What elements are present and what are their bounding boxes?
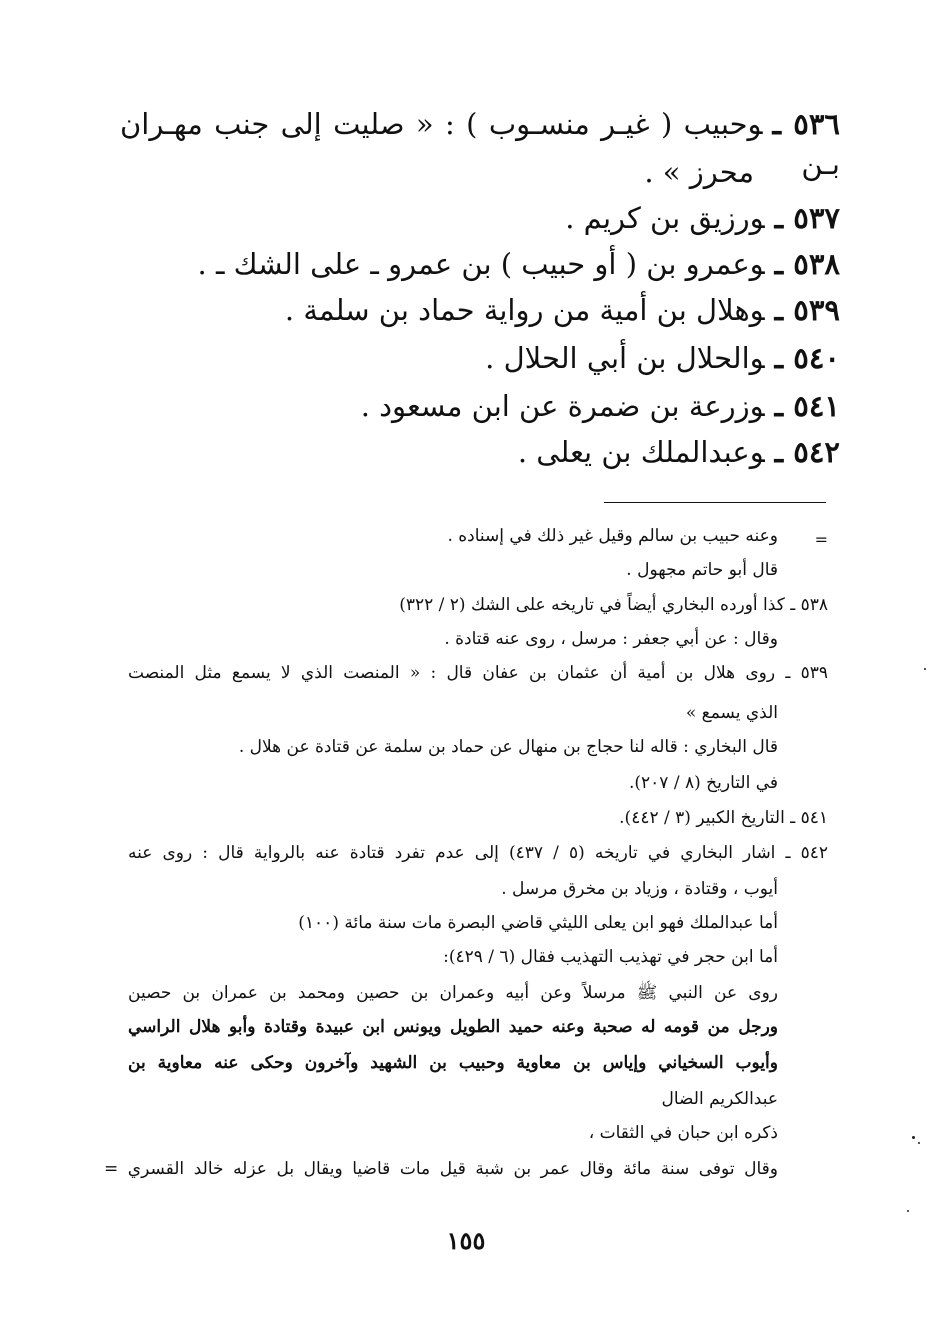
footnote-541: ٥٤١ ـ التاريخ الكبير (٣ / ٤٤٢). [619,808,828,828]
scan-speck [912,1136,915,1139]
entry-text: وزرعة بن ضمرة عن ابن مسعود . [360,389,765,423]
page-number: ١٥٥ [446,1226,486,1255]
entry-537 [565,198,840,238]
footnote-line: روى عن النبي ﷺ مرسلاً وعن أبيه وعمران بن حصين ومحمد بن عمران بن حصين [128,983,778,1003]
entry-number: ٥٤١ ـ [774,389,840,423]
footnote-line: ذكره ابن حبان في الثقات ، [588,1123,778,1143]
entry-number: ٥٣٦ ـ [772,107,840,141]
footnote-line: أما ابن حجر في تهذيب التهذيب فقال (٦ / ٤٢٩): [443,947,778,967]
entry-text: وعبدالملك بن يعلى . [517,435,765,469]
footnote-line: وقال : عن أبي جعفر : مرسل ، روى عنه قتادة . [444,629,778,649]
entry-text: ورزيق بن كريم . [565,201,765,235]
footnote-line: في التاريخ (٨ / ٢٠٧). [628,773,778,793]
footnote-line: ورجل من قومه له صحبة وعنه حميد الطويل ويونس ابن عبيدة وقتادة وأبو هلال الراسي [128,1017,778,1037]
scan-speck [918,1142,920,1144]
footnote-line: الذي يسمع » [685,703,778,723]
footnote-line: عبدالكريم الضال [661,1089,778,1109]
footnote-line: قال أبو حاتم مجهول . [626,560,778,580]
scan-speck [924,668,926,670]
continuation-mark: = [814,530,828,549]
footnote-line: وعنه حبيب بن سالم وقيل غير ذلك في إسناده . [447,526,778,546]
entry-538 [198,244,840,284]
entry-540 [485,338,840,378]
footnote-539: ٥٣٩ ـ روى هلال بن أمية أن عثمان بن عفان قال : « المنصت الذي لا يسمع مثل المنصت [128,663,828,683]
entry-542 [518,432,840,472]
footnote-542: ٥٤٢ ـ اشار البخاري في تاريخه (٥ / ٤٣٧) إلى عدم تفرد قتادة عنه بالرواية قال : روى عنه [128,843,828,863]
entry-number: ٥٣٧ ـ [774,201,840,235]
entry-541 [361,386,840,426]
footnote-line: قال البخاري : قاله لنا حجاج بن منهال عن حماد بن سلمة عن قتادة عن هلال . [238,737,778,757]
entry-text: وحبيب ( غيـر منسـوب ) : « صليت إلى جنب مهـران بـن [120,107,840,181]
entry-number: ٥٣٩ ـ [774,293,840,327]
footnote-line: أيوب ، وقتادة ، وزياد بن مخرق مرسل . [501,879,778,899]
footnote-separator [604,502,826,503]
entry-text: وعمرو بن ( أو حبيب ) بن عمرو ـ على الشك ـ . [197,247,765,281]
entry-text: محرز » . [644,155,754,189]
footnote-line: وقال توفى سنة مائة وقال عمر بن شبة قيل مات قاضيا ويقال بل عزله خالد القسري = [104,1159,778,1179]
footnote-line: وأيوب السخياني وإياس بن معاوية وحبيب بن الشهيد وآخرون وحكى عنه معاوية بن [128,1053,778,1073]
entry-number: ٥٤٠ ـ [774,341,840,375]
entry-539 [285,290,840,330]
entry-text: وهلال بن أمية من رواية حماد بن سلمة . [284,293,765,327]
entry-text: والحلال بن أبي الحلال . [485,341,765,375]
scan-speck [907,1210,909,1212]
footnote-538: ٥٣٨ ـ كذا أورده البخاري أيضاً في تاريخه على الشك (٢ / ٣٢٢) [399,595,828,615]
entry-number: ٥٤٢ ـ [774,435,840,469]
entry-number: ٥٣٨ ـ [774,247,840,281]
entry-536-continuation [644,152,754,192]
footnote-line: أما عبدالملك فهو ابن يعلى الليثي قاضي البصرة مات سنة مائة (١٠٠) [298,913,778,933]
